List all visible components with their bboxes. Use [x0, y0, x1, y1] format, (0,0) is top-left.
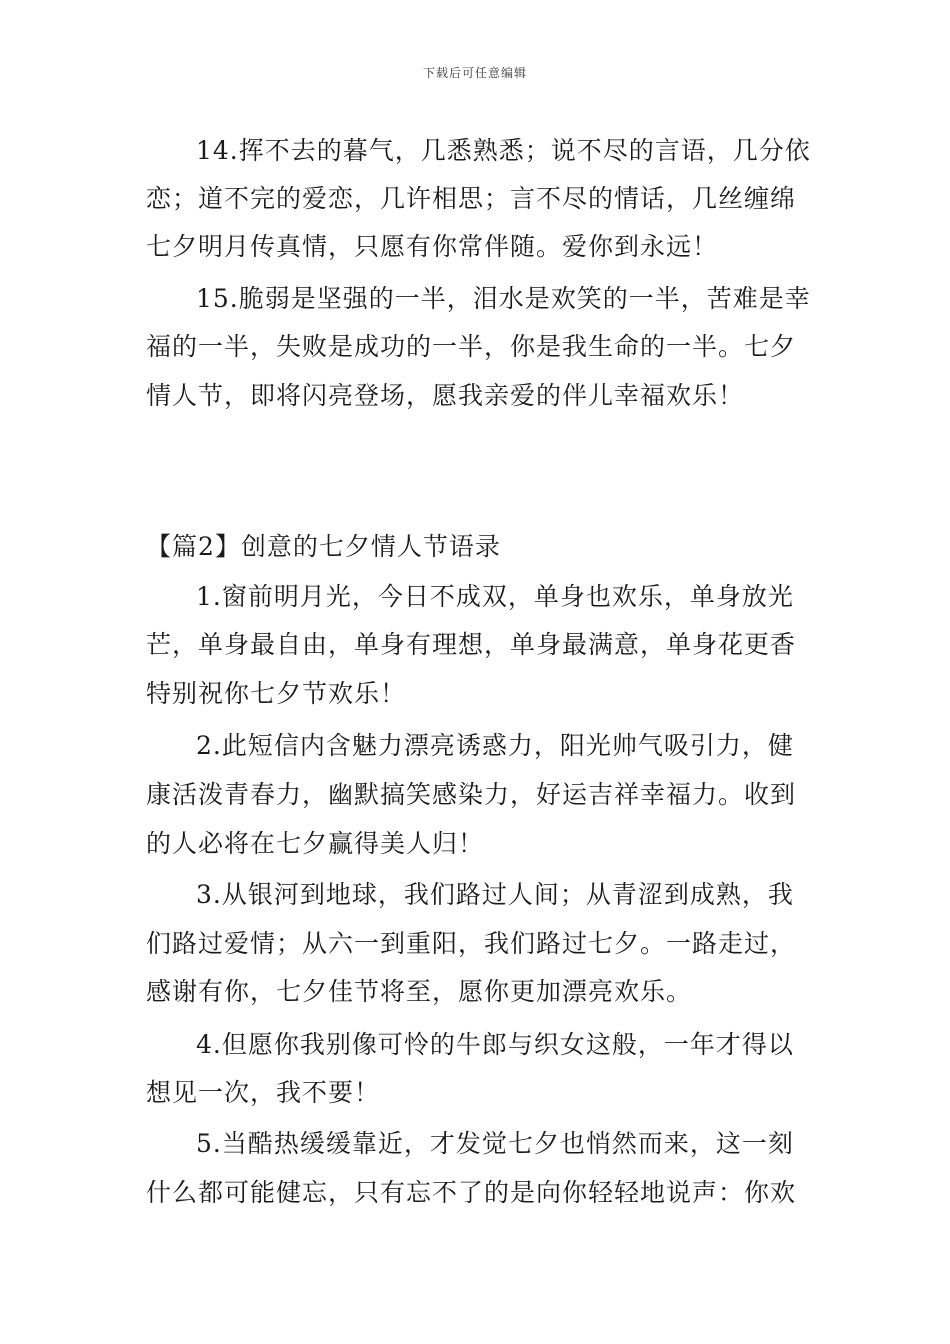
- paragraph-line: 们路过爱情；从六一到重阳，我们路过七夕。一路走过，: [146, 929, 797, 958]
- paragraph-line: 福的一半，失败是成功的一半，你是我生命的一半。七夕: [146, 332, 797, 361]
- paragraph-line: 3.从银河到地球，我们路过人间；从青涩到成熟，我: [196, 880, 794, 909]
- paragraph-line: 感谢有你，七夕佳节将至，愿你更加漂亮欢乐。: [146, 977, 693, 1006]
- paragraph-line: 15.脆弱是坚强的一半，泪水是欢笑的一半，苦难是幸: [196, 284, 811, 313]
- paragraph-line: 2.此短信内含魅力漂亮诱惑力，阳光帅气吸引力，健: [196, 731, 794, 760]
- paragraph-line: 想见一次，我不要！: [146, 1078, 381, 1107]
- paragraph-line: 5.当酷热缓缓靠近，才发觉七夕也悄然而来，这一刻: [196, 1129, 794, 1158]
- paragraph-line: 特别祝你七夕节欢乐！: [146, 679, 407, 708]
- paragraph-line: 什么都可能健忘，只有忘不了的是向你轻轻地说声：你欢: [146, 1178, 797, 1207]
- paragraph-line: 七夕明月传真情，只愿有你常伴随。爱你到永远！: [146, 232, 719, 261]
- paragraph-line: 14.挥不去的暮气，几悉熟悉；说不尽的言语，几分依: [196, 136, 811, 165]
- paragraph-line: 康活泼青春力，幽默搞笑感染力，好运吉祥幸福力。收到: [146, 780, 797, 809]
- paragraph-line: 情人节，即将闪亮登场，愿我亲爱的伴儿幸福欢乐！: [146, 381, 745, 410]
- section-heading: 【篇2】创意的七夕情人节语录: [146, 532, 501, 561]
- paragraph-line: 1.窗前明月光，今日不成双，单身也欢乐，单身放光: [196, 582, 794, 611]
- paragraph-line: 芒，单身最自由，单身有理想，单身最满意，单身花更香: [146, 630, 797, 659]
- paragraph-line: 恋；道不完的爱恋，几许相思；言不尽的情话，几丝缠绵: [146, 184, 797, 213]
- paragraph-line: 4.但愿你我别像可怜的牛郎与织女这般，一年才得以: [196, 1030, 794, 1059]
- paragraph-line: 的人必将在七夕赢得美人归！: [146, 829, 485, 858]
- header-note: 下载后可任意编辑: [422, 66, 527, 80]
